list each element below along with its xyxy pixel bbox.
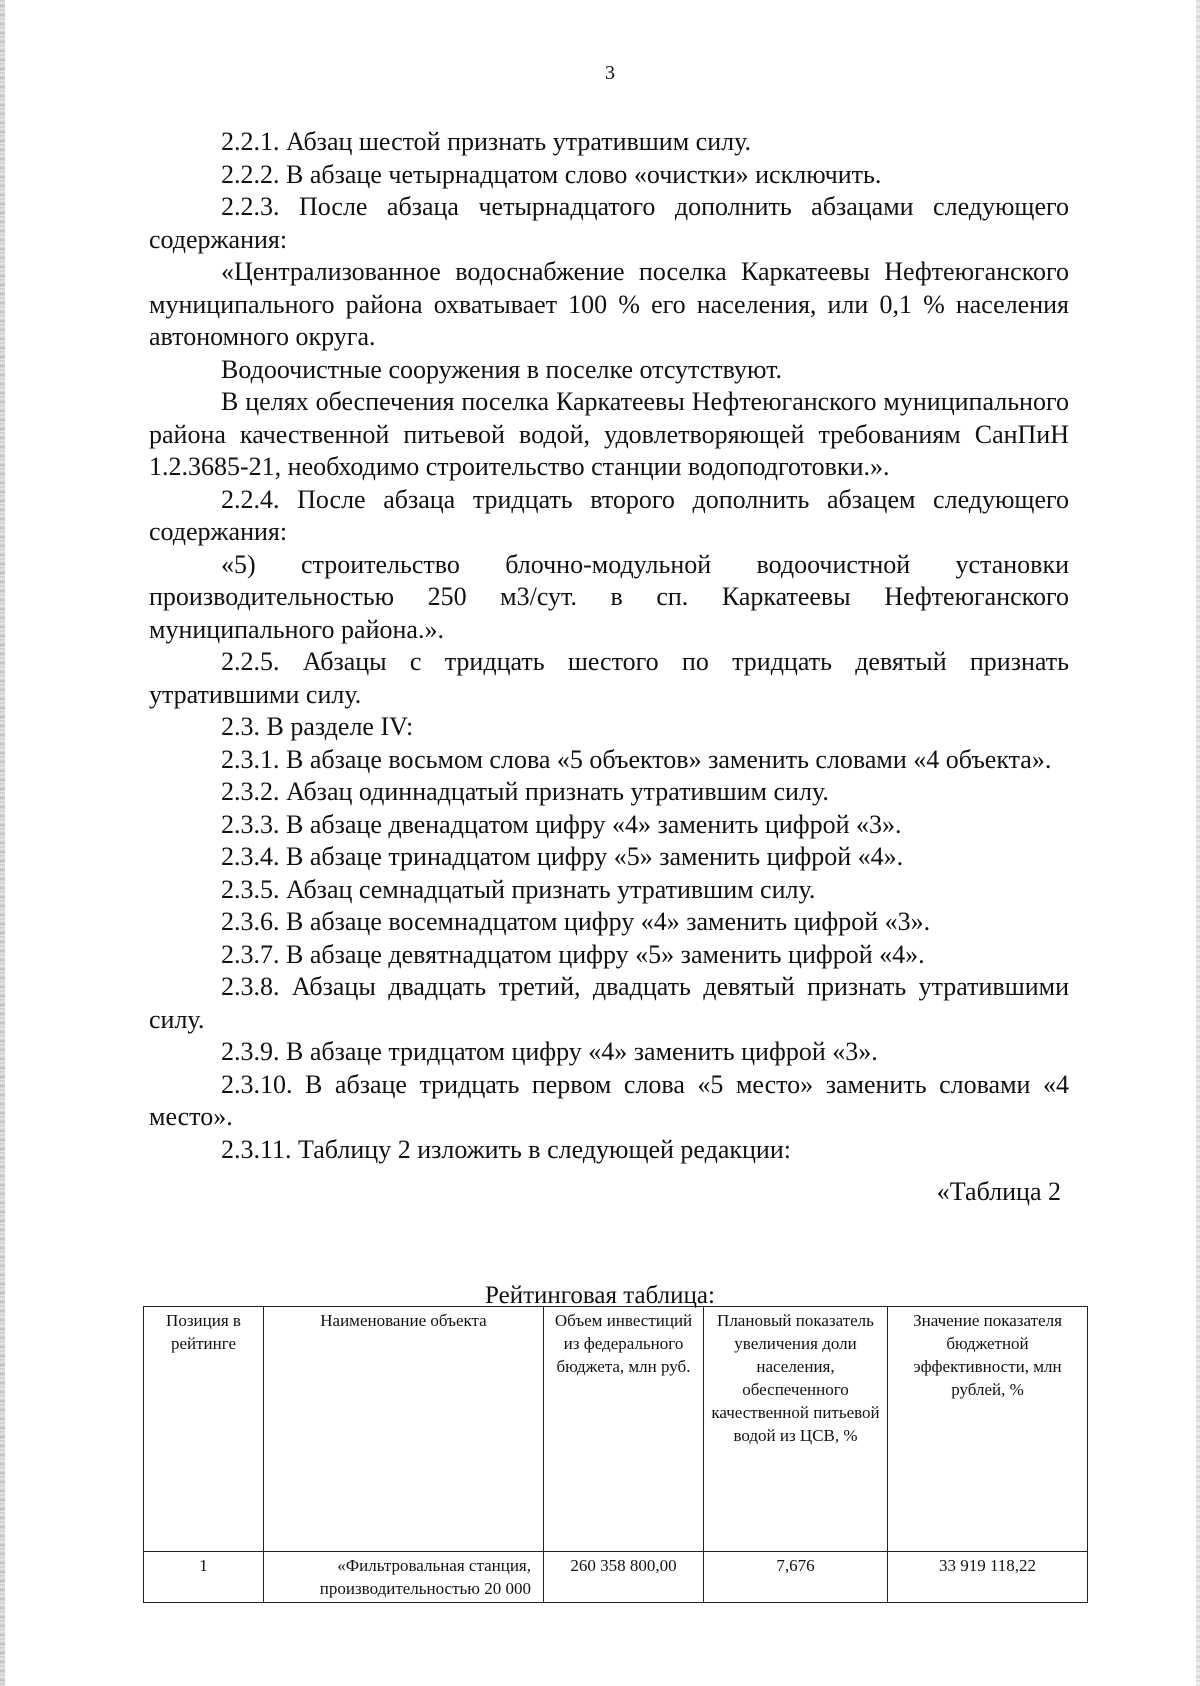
paragraph-2-3-4: 2.3.4. В абзаце тринадцатом цифру «5» заменить цифрой «4». bbox=[221, 842, 904, 871]
paragraph-2-2-4: 2.2.4. После абзаца тридцать второго дополнить абзацем следующего содержания: bbox=[149, 484, 1069, 546]
paragraph-2-3-3: 2.3.3. В абзаце двенадцатом цифру «4» заменить цифрой «3». bbox=[221, 809, 902, 839]
paragraph-item-5: «5) строительство блочно-модульной водоочистной установки производительностью 250 м3/сут. в сп. Каркатеевы Нефтеюганского муниципального района.». bbox=[149, 549, 1069, 644]
table-title: Рейтинговая таблица: bbox=[485, 1282, 715, 1309]
scan-edge-left bbox=[0, 0, 5, 1686]
rating-table bbox=[143, 1306, 1088, 1603]
cell-object-name: «Фильтровальная станция, производительностью 20 000 bbox=[264, 1552, 544, 1603]
table-label: «Таблица 2 bbox=[936, 1177, 1061, 1206]
paragraph-2-3-10: 2.3.10. В абзаце тридцать первом слова «5 место» заменить словами «4 место». bbox=[149, 1069, 1069, 1131]
cell-federal-investment: 260 358 800,00 bbox=[544, 1552, 704, 1603]
header-budget-efficiency: Значение показателя бюджетной эффективности, млн рублей, % bbox=[888, 1307, 1088, 1552]
paragraph-2-3-1: 2.3.1. В абзаце восьмом слова «5 объектов» заменить словами «4 объекта». bbox=[221, 744, 1052, 774]
paragraph-2-3-9: 2.3.9. В абзаце тридцатом цифру «4» заменить цифрой «3». bbox=[221, 1037, 878, 1066]
paragraph-2-2-5: 2.2.5. Абзацы с тридцать шестого по тридцать девятый признать утратившими силу. bbox=[149, 647, 1069, 709]
paragraph-2-3-8: 2.3.8. Абзацы двадцать третий, двадцать девятый признать утратившими силу. bbox=[149, 972, 1069, 1034]
paragraph-station-construction: В целях обеспечения поселка Каркатеевы Нефтеюганского муниципального района качественной питьевой водой, удовлетворяющей требованиям СанПиН 1.2.3685-21, необходимо строительство станции водоподготовки.». bbox=[149, 387, 1069, 481]
paragraph-2-3-7: 2.3.7. В абзаце девятнадцатом цифру «5» заменить цифрой «4». bbox=[221, 939, 925, 969]
paragraph-treatment-facilities: Водоочистные сооружения в поселке отсутствуют. bbox=[221, 354, 782, 384]
cell-budget-efficiency: 33 919 118,22 bbox=[888, 1552, 1088, 1603]
document-body bbox=[149, 126, 1069, 1209]
scan-edge-right bbox=[1196, 0, 1200, 1686]
table-row bbox=[144, 1552, 1088, 1603]
header-object-name: Наименование объекта bbox=[264, 1307, 544, 1552]
paragraph-2-3-11: 2.3.11. Таблицу 2 изложить в следующей редакции: bbox=[221, 1134, 791, 1164]
page-number: 3 bbox=[605, 62, 615, 84]
paragraph-2-3: 2.3. В разделе IV: bbox=[221, 712, 414, 741]
paragraph-2-2-2: 2.2.2. В абзаце четырнадцатом слово «очистки» исключить. bbox=[221, 159, 882, 189]
header-position: Позиция в рейтинге bbox=[144, 1307, 264, 1552]
paragraph-2-3-6: 2.3.6. В абзаце восемнадцатом цифру «4» заменить цифрой «3». bbox=[221, 907, 931, 936]
paragraph-2-3-5: 2.3.5. Абзац семнадцатый признать утратившим силу. bbox=[221, 874, 816, 904]
cell-planned-indicator: 7,676 bbox=[704, 1552, 888, 1603]
cell-position: 1 bbox=[144, 1552, 264, 1603]
header-federal-investment: Объем инвестиций из федерального бюджета, млн руб. bbox=[544, 1307, 704, 1552]
paragraph-2-3-2: 2.3.2. Абзац одиннадцатый признать утратившим силу. bbox=[221, 777, 829, 806]
paragraph-2-2-1: 2.2.1. Абзац шестой признать утратившим силу. bbox=[221, 127, 752, 156]
header-planned-indicator: Плановый показатель увеличения доли населения, обеспеченного качественной питьевой водой из ЦСВ, % bbox=[704, 1307, 888, 1552]
paragraph-2-2-3: 2.2.3. После абзаца четырнадцатого дополнить абзацами следующего содержания: bbox=[149, 192, 1069, 254]
paragraph-quote-water-supply: «Централизованное водоснабжение поселка Каркатеевы Нефтеюганского муниципального района охватывает 100 % его населения, или 0,1 % населения автономного округа. bbox=[149, 257, 1069, 351]
table-header-row bbox=[144, 1307, 1088, 1552]
